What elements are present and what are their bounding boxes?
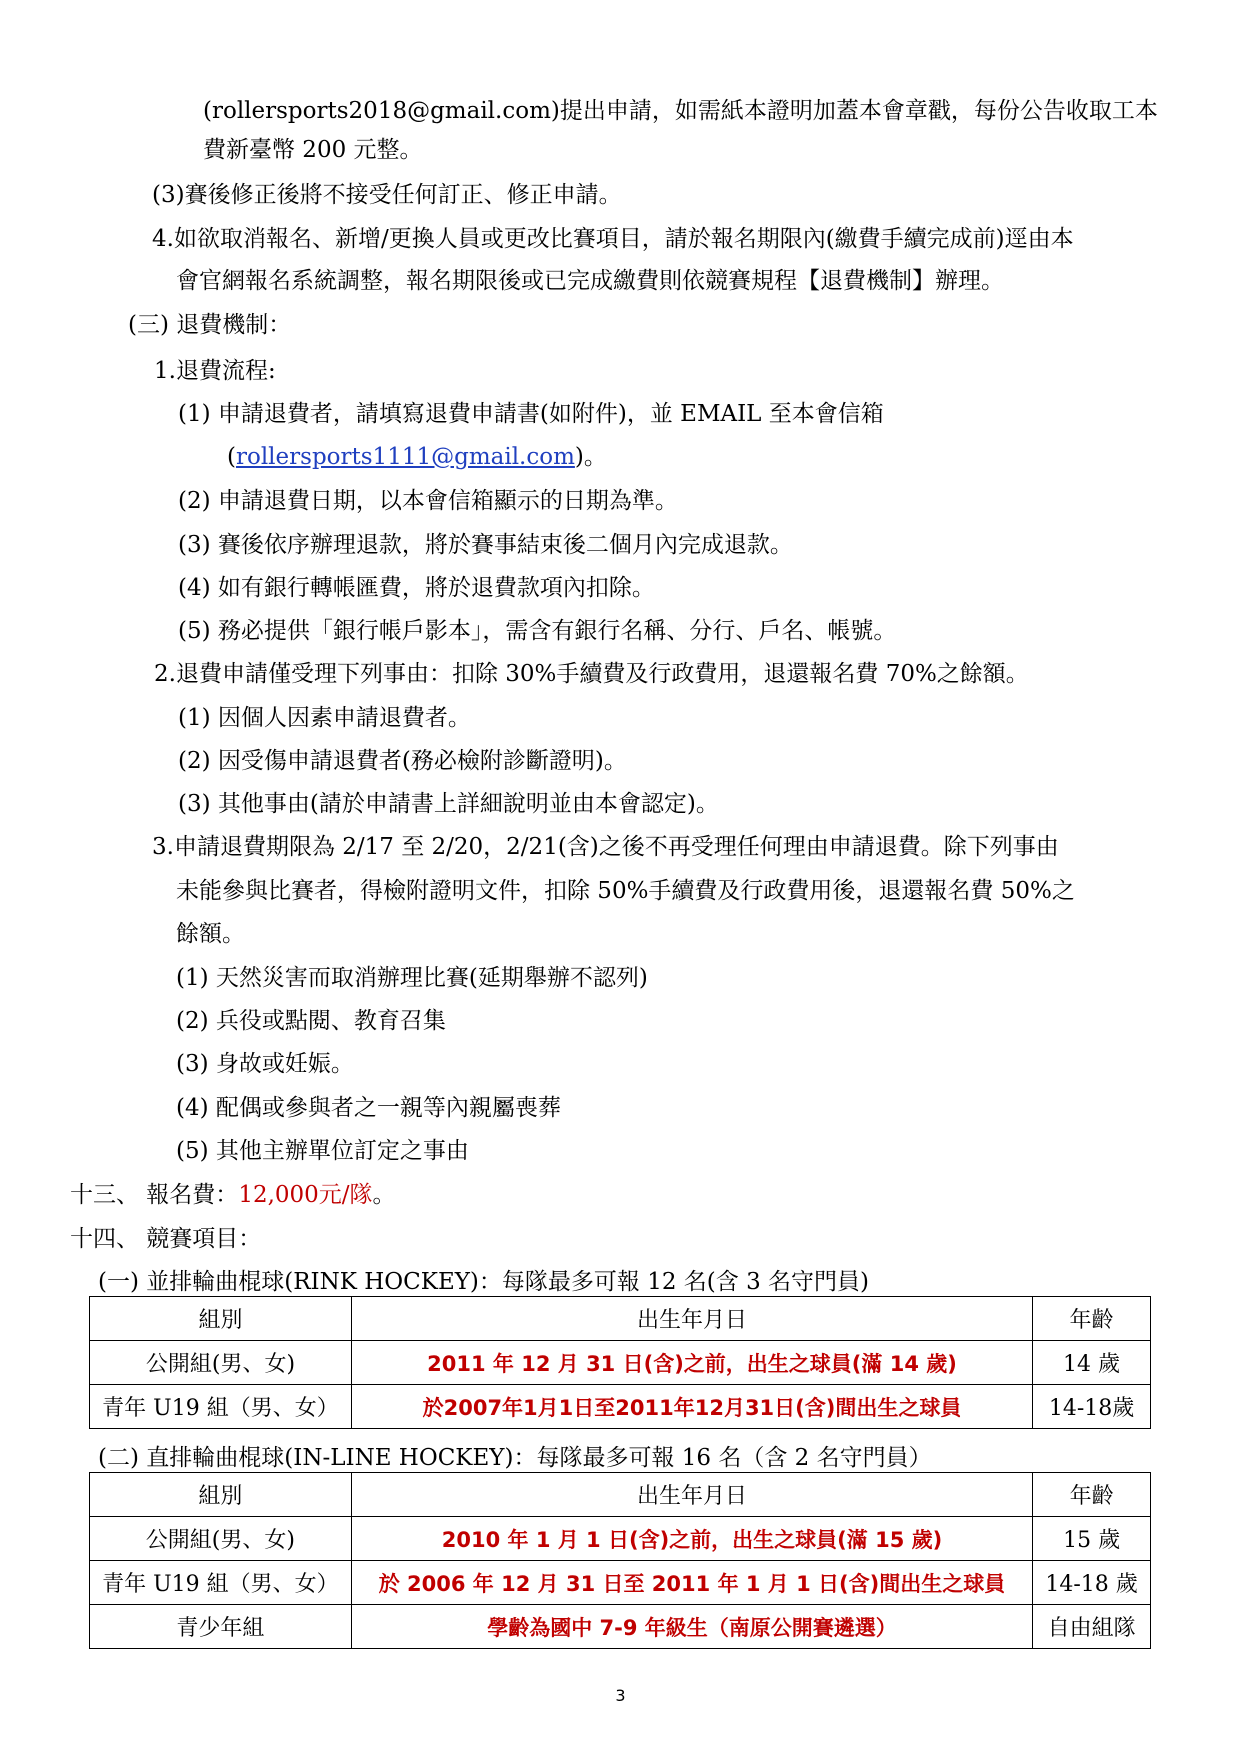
group-cell: 青少年組 — [90, 1605, 352, 1649]
page-number: 3 — [615, 1686, 626, 1705]
birthdate-cell: 於 2006 年 12 月 31 日至 2011 年 1 月 1 日(含)間出生之球員 — [351, 1561, 1032, 1605]
subsection-heading: (二) 直排輪曲棍球(IN-LINE HOCKEY)：每隊最多可報 16 名（含 2 名守門員） — [98, 1445, 932, 1471]
text-line: 會官網報名系統調整，報名期限後或已完成繳費則依競賽規程【退費機制】辦理。 — [176, 268, 1004, 294]
table-row — [90, 1341, 1151, 1385]
text-line: (1) 申請退費者，請填寫退費申請書(如附件)，並 EMAIL 至本會信箱 — [178, 401, 884, 427]
group-cell: 公開組(男、女) — [90, 1341, 352, 1385]
birthdate-cell: 2011 年 12 月 31 日(含)之前，出生之球員(滿 14 歲) — [351, 1341, 1032, 1385]
text-line: (3)賽後修正後將不接受任何訂正、修正申請。 — [152, 182, 622, 208]
age-cell: 14-18 歲 — [1033, 1561, 1151, 1605]
header-group: 組別 — [90, 1473, 352, 1517]
text-line: (2) 因受傷申請退費者(務必檢附診斷證明)。 — [178, 748, 627, 774]
group-cell: 青年 U19 組（男、女） — [90, 1385, 352, 1429]
table-row — [90, 1605, 1151, 1649]
group-cell: 青年 U19 組（男、女） — [90, 1561, 352, 1605]
birthdate-cell: 於2007年1月1日至2011年12月31日(含)間出生之球員 — [351, 1385, 1032, 1429]
fee-label: 十三、 報名費： — [70, 1182, 239, 1208]
text-line: (5) 務必提供「銀行帳戶影本」，需含有銀行名稱、分行、戶名、帳號。 — [178, 618, 897, 644]
age-cell: 15 歲 — [1033, 1517, 1151, 1561]
text-line: (1) 天然災害而取消辦理比賽(延期舉辦不認列) — [176, 965, 648, 991]
rink-hockey-table — [89, 1296, 1151, 1429]
text-line: 1.退費流程: — [154, 358, 276, 384]
table-row — [90, 1517, 1151, 1561]
text-line: (2) 兵役或點閱、教育召集 — [176, 1008, 446, 1034]
text-line: (3) 賽後依序辦理退款，將於賽事結束後二個月內完成退款。 — [178, 532, 793, 558]
paren-open: ( — [227, 444, 236, 470]
text-line: 2.退費申請僅受理下列事由：扣除 30%手續費及行政費用，退還報名費 70%之餘額。 — [154, 661, 1029, 687]
email-line — [227, 442, 607, 472]
header-age: 年齡 — [1033, 1473, 1151, 1517]
header-birthdate: 出生年月日 — [351, 1473, 1032, 1517]
text-line: 費新臺幣 200 元整。 — [203, 137, 423, 163]
text-line: (1) 因個人因素申請退費者。 — [178, 705, 471, 731]
text-line: 3.申請退費期限為 2/17 至 2/20，2/21(含)之後不再受理任何理由申請退費。除下列事由 — [152, 834, 1059, 860]
email-link[interactable]: rollersports1111@gmail.com — [235, 444, 575, 470]
age-cell: 14-18歲 — [1033, 1385, 1151, 1429]
text-line: 4.如欲取消報名、新增/更換人員或更改比賽項目，請於報名期限內(繳費手續完成前)逕由本 — [152, 226, 1074, 252]
inline-hockey-table — [89, 1472, 1151, 1649]
age-cell: 自由組隊 — [1033, 1605, 1151, 1649]
table-row — [90, 1561, 1151, 1605]
fee-line — [70, 1180, 396, 1210]
section-heading: 十四、 競賽項目： — [70, 1226, 262, 1252]
table-row — [90, 1385, 1151, 1429]
subsection-heading: (一) 並排輪曲棍球(RINK HOCKEY)：每隊最多可報 12 名(含 3 名守門員) — [98, 1269, 869, 1295]
text-line: (4) 配偶或參與者之一親等內親屬喪葬 — [176, 1095, 561, 1121]
birthdate-cell: 2010 年 1 月 1 日(含)之前，出生之球員(滿 15 歲) — [351, 1517, 1032, 1561]
header-age: 年齡 — [1033, 1297, 1151, 1341]
text-line: (3) 身故或妊娠。 — [176, 1051, 354, 1077]
table-header-row — [90, 1473, 1151, 1517]
text-line: (rollersports2018@gmail.com)提出申請，如需紙本證明加蓋本會章戳，每份公告收取工本 — [203, 98, 1158, 124]
table-header-row — [90, 1297, 1151, 1341]
age-cell: 14 歲 — [1033, 1341, 1151, 1385]
header-group: 組別 — [90, 1297, 352, 1341]
paren-close: )。 — [574, 444, 607, 470]
fee-value: 12,000元/隊 — [238, 1182, 373, 1208]
text-line: 未能參與比賽者，得檢附證明文件，扣除 50%手續費及行政費用後，退還報名費 50%之 — [176, 878, 1075, 904]
section-heading: (三) 退費機制： — [128, 312, 292, 338]
text-line: (2) 申請退費日期，以本會信箱顯示的日期為準。 — [178, 488, 678, 514]
group-cell: 公開組(男、女) — [90, 1517, 352, 1561]
text-line: (5) 其他主辦單位訂定之事由 — [176, 1138, 469, 1164]
header-birthdate: 出生年月日 — [351, 1297, 1032, 1341]
text-line: (3) 其他事由(請於申請書上詳細說明並由本會認定)。 — [178, 791, 719, 817]
text-line: (4) 如有銀行轉帳匯費，將於退費款項內扣除。 — [178, 575, 655, 601]
birthdate-cell: 學齡為國中 7-9 年級生（南原公開賽遴選） — [351, 1605, 1032, 1649]
text-line: 餘額。 — [176, 921, 245, 947]
fee-end: 。 — [372, 1182, 396, 1208]
